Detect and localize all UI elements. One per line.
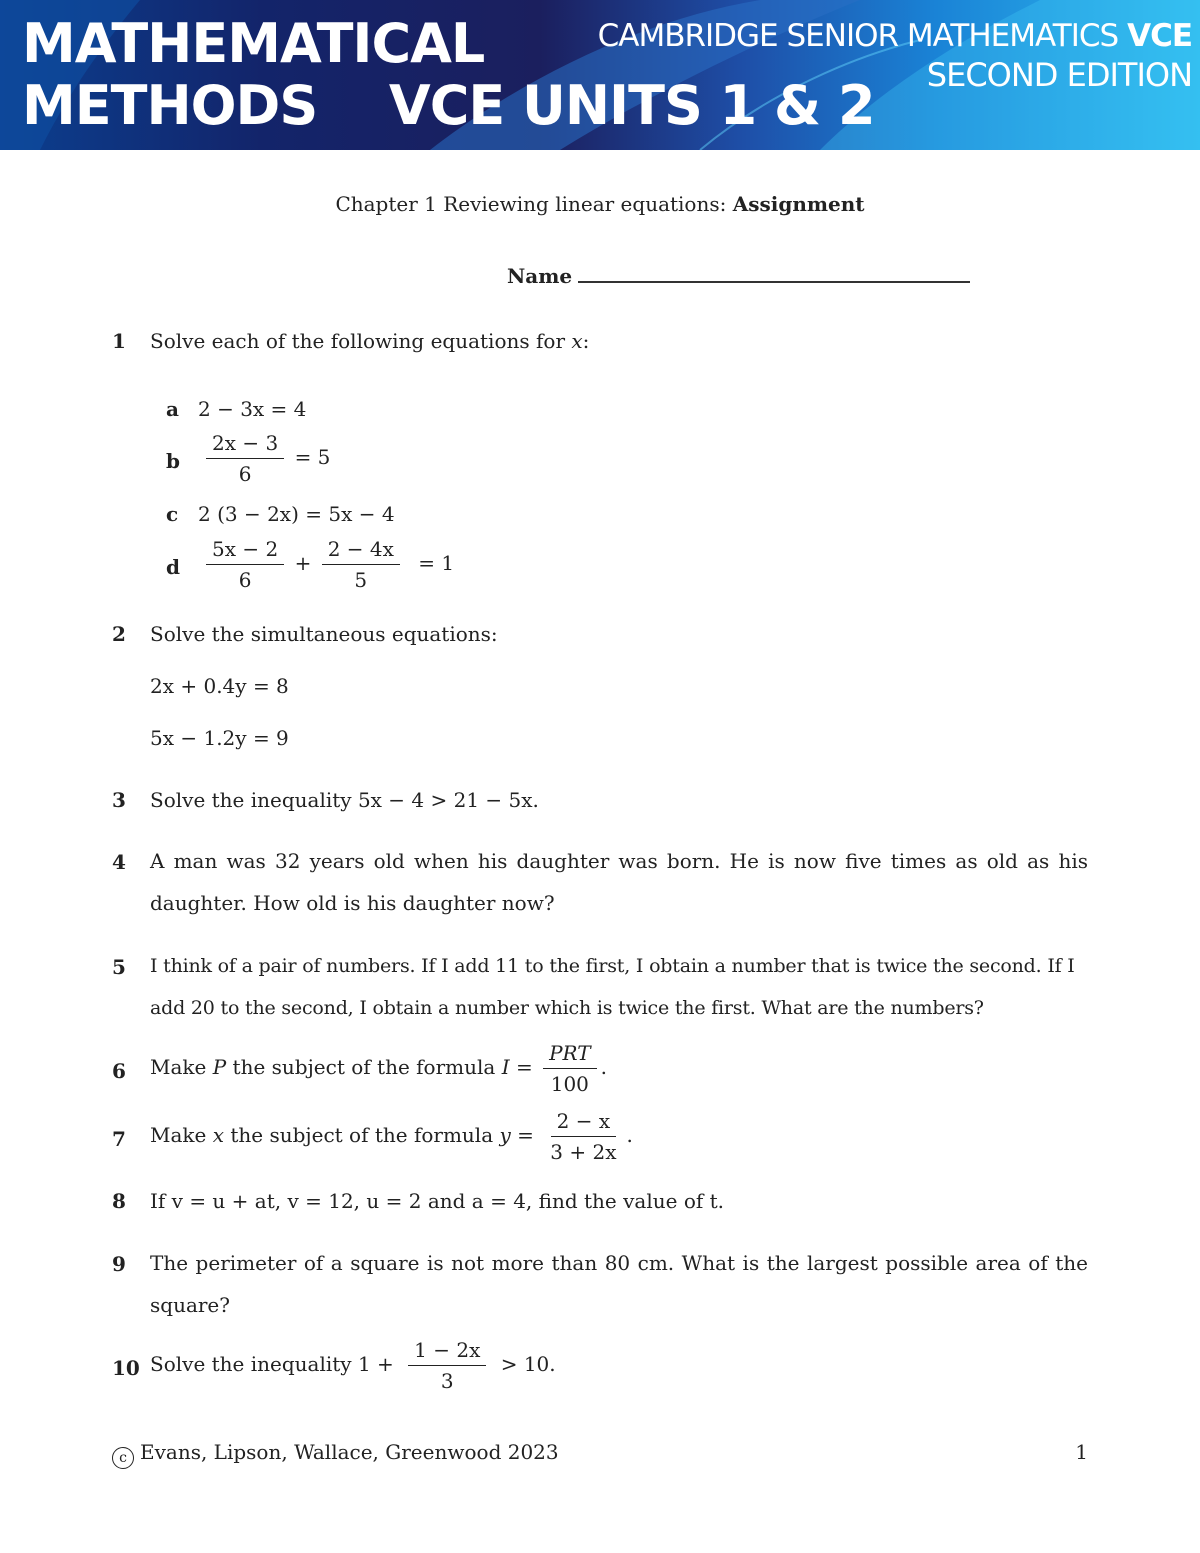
header-banner xyxy=(0,0,1200,150)
numerator: 2x − 3 xyxy=(206,430,284,459)
question-text: Solve the simultaneous equations: xyxy=(150,622,498,646)
banner-title-units: VCE UNITS 1 & 2 xyxy=(388,74,875,137)
part-label: c xyxy=(166,502,179,526)
question-text: I think of a pair of numbers. If I add 11 to the first, I obtain a number that is twice the second. If I add 20 to the second, I obtain a number which is twice the first. What are the numbers? xyxy=(150,955,1075,1019)
q7-text-mid: the subject of the formula xyxy=(224,1123,500,1147)
question-number: 3 xyxy=(112,788,126,812)
q7-lhs: y = xyxy=(499,1123,534,1147)
equation: 5x − 1.2y = 9 xyxy=(150,726,289,750)
q10-text: Solve the inequality 1 + xyxy=(150,1352,394,1376)
question-text xyxy=(150,1108,633,1165)
footer-authors: Evans, Lipson, Wallace, Greenwood 2023 xyxy=(140,1440,559,1464)
q1-variable: x xyxy=(571,329,583,353)
equation: 2 (3 − 2x) = 5x − 4 xyxy=(198,502,395,526)
banner-series-vce: VCE xyxy=(1127,18,1192,54)
q7-subject: x xyxy=(212,1123,224,1147)
question-number: 8 xyxy=(112,1189,126,1213)
chapter-heading xyxy=(0,192,1200,216)
question-text xyxy=(150,329,589,353)
question-number: 7 xyxy=(112,1127,126,1151)
footer-copyright xyxy=(112,1440,559,1469)
assignment-label: Assignment xyxy=(732,192,865,216)
page-number: 1 xyxy=(1075,1440,1088,1464)
q1-text-end: : xyxy=(582,329,590,353)
fraction xyxy=(544,1108,622,1165)
denominator: 3 + 2x xyxy=(550,1140,617,1164)
q6-lhs: I = xyxy=(501,1055,533,1079)
denominator: 6 xyxy=(238,568,252,592)
numerator: 2 − x xyxy=(551,1108,616,1137)
numerator: PRT xyxy=(543,1040,597,1069)
question-text: Solve the inequality 5x − 4 > 21 − 5x. xyxy=(150,788,539,812)
q6-subject: P xyxy=(212,1055,227,1079)
part-label: d xyxy=(166,555,180,579)
equation-rhs: = 1 xyxy=(418,551,455,575)
name-label: Name xyxy=(507,264,573,288)
plus-sign: + xyxy=(294,551,312,575)
q7-end: . xyxy=(626,1123,633,1147)
banner-title-methods: METHODS xyxy=(22,74,318,137)
question-number: 5 xyxy=(112,955,126,979)
denominator: 3 xyxy=(440,1369,454,1393)
question-text xyxy=(150,1040,607,1097)
question-text xyxy=(150,1337,556,1394)
denominator: 6 xyxy=(238,462,252,486)
q6-text: Make xyxy=(150,1055,213,1079)
question-number: 9 xyxy=(112,1252,126,1276)
numerator: 5x − 2 xyxy=(206,536,284,565)
question-text: A man was 32 years old when his daughter was born. He is now five times as old as his daughter. How old is his daughter now? xyxy=(150,849,1088,915)
numerator: 1 − 2x xyxy=(408,1337,486,1366)
equation: 2x + 0.4y = 8 xyxy=(150,674,289,698)
copyright-icon: c xyxy=(112,1447,134,1469)
equation-rhs: = 5 xyxy=(294,445,331,469)
q10-end: > 10. xyxy=(500,1352,556,1376)
name-blank-line xyxy=(578,259,970,283)
name-field xyxy=(507,259,970,288)
numerator: 2 − 4x xyxy=(322,536,400,565)
q6-end: . xyxy=(600,1055,607,1079)
banner-title-line1: MATHEMATICAL xyxy=(22,12,485,75)
question-number: 4 xyxy=(112,850,126,874)
q7-text: Make xyxy=(150,1123,213,1147)
banner-title-line2 xyxy=(22,76,875,136)
question-number: 10 xyxy=(112,1356,140,1380)
question-text: If v = u + at, v = 12, u = 2 and a = 4, find the value of t. xyxy=(150,1189,725,1213)
chapter-title: Chapter 1 Reviewing linear equations: xyxy=(335,192,733,216)
fraction xyxy=(543,1040,597,1097)
question-number: 1 xyxy=(112,329,126,353)
denominator: 100 xyxy=(550,1072,589,1096)
equation-fraction xyxy=(202,430,330,487)
banner-series-prefix: CAMBRIDGE SENIOR MATHEMATICS xyxy=(597,18,1128,54)
question-number: 2 xyxy=(112,622,126,646)
equation: 2 − 3x = 4 xyxy=(198,397,307,421)
denominator: 5 xyxy=(354,568,368,592)
fraction xyxy=(206,430,284,487)
part-label: b xyxy=(166,449,180,473)
part-label: a xyxy=(166,397,179,421)
question-text: The perimeter of a square is not more than 80 cm. What is the largest possible area of the square? xyxy=(150,1251,1088,1317)
equation-fraction xyxy=(202,536,454,593)
banner-series-name xyxy=(598,18,1192,54)
question-number: 6 xyxy=(112,1059,126,1083)
q1-text: Solve each of the following equations for xyxy=(150,329,572,353)
fraction xyxy=(322,536,400,593)
fraction xyxy=(408,1337,486,1394)
fraction xyxy=(206,536,284,593)
q6-text-mid: the subject of the formula xyxy=(226,1055,502,1079)
banner-edition: SECOND EDITION xyxy=(926,56,1192,94)
